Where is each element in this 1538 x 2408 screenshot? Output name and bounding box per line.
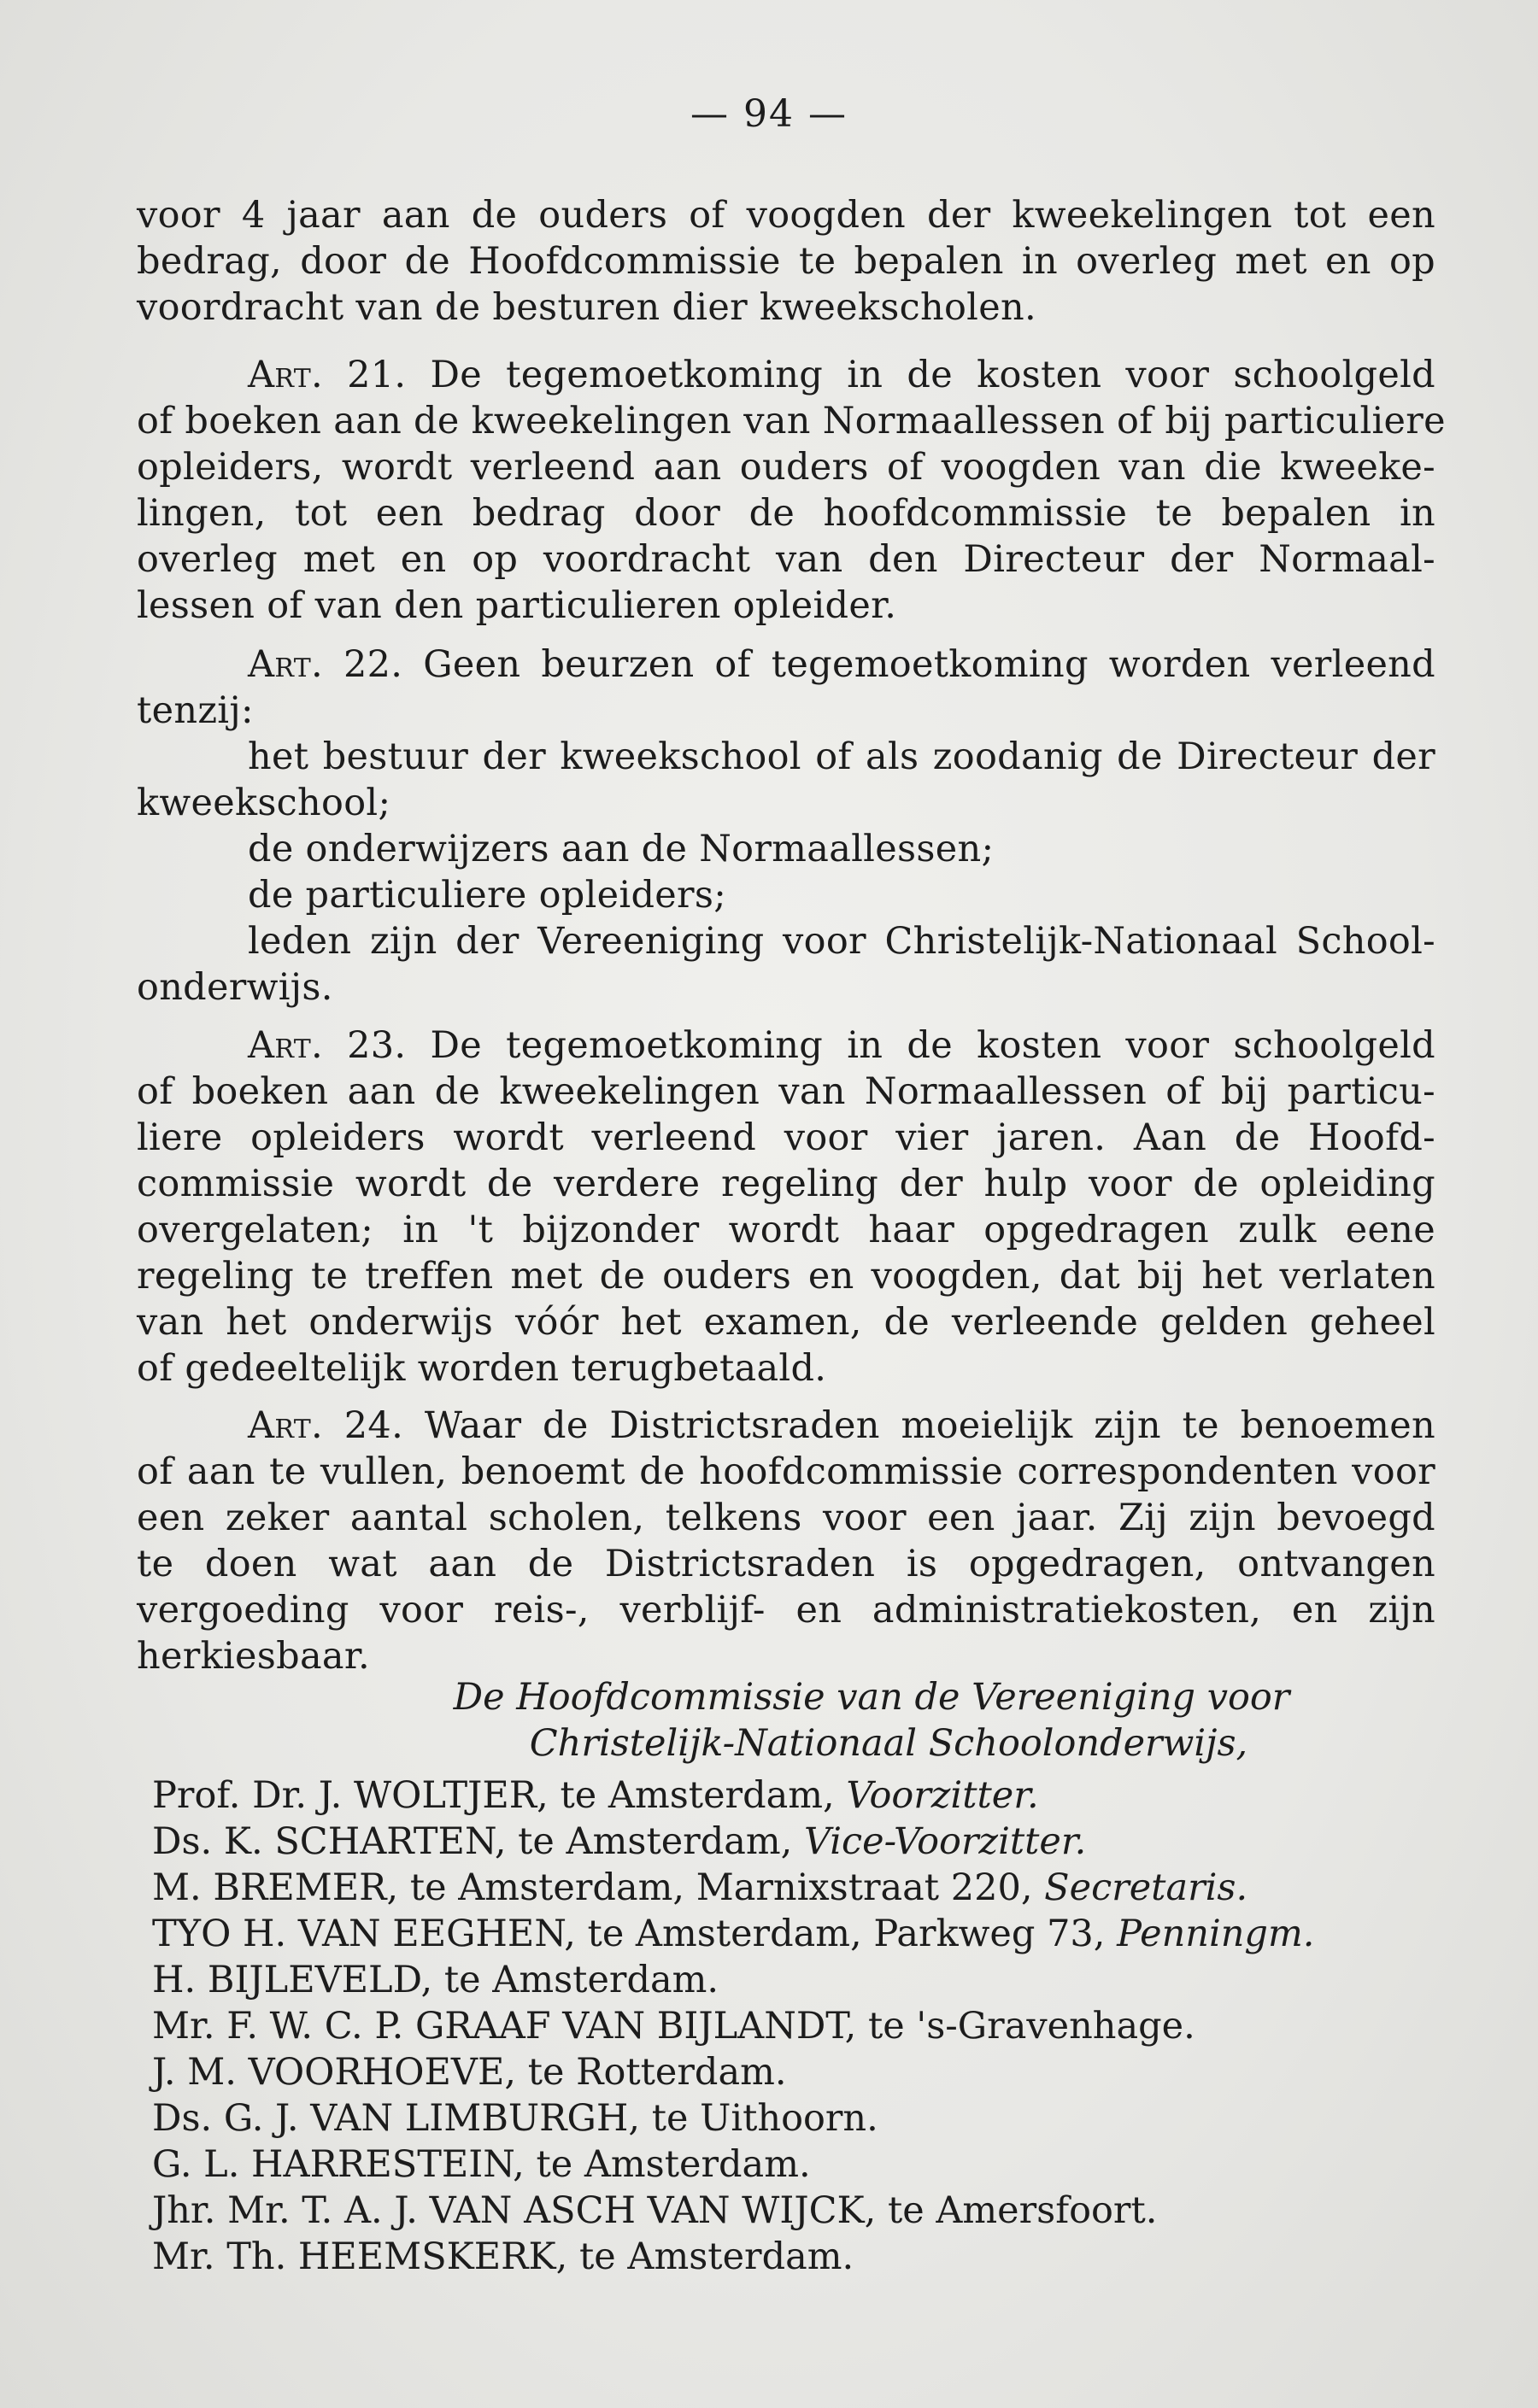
- paragraph-line: commissie wordt de verdere regeling der hulp voor de opleiding: [137, 1163, 1435, 1205]
- paragraph-line: leden zijn der Vereeniging voor Christelijk-Nationaal School-: [248, 920, 1435, 963]
- article-label: Art. 24.: [248, 1404, 404, 1447]
- paragraph-line: voordracht van de besturen dier kweekscholen.: [137, 286, 1036, 329]
- member-entry: [152, 2188, 1157, 2234]
- paragraph-line: bedrag, door de Hoofdcommissie te bepalen in overleg met en op: [137, 240, 1435, 283]
- paragraph-line: van het onderwijs vóór het examen, de verleende gelden geheel: [137, 1301, 1435, 1344]
- paragraph-line: lessen of van den particulieren opleider.: [137, 584, 897, 627]
- signature-line: De Hoofdcommissie van de Vereeniging voor: [453, 1676, 1290, 1719]
- member-entry: [152, 1957, 719, 2003]
- article-23-first-line: [248, 1023, 1435, 1068]
- member-entry: [152, 1772, 1039, 1819]
- article-24-first-line: [248, 1403, 1435, 1448]
- paragraph-line: Waar de Districtsraden moeielijk zijn te benoemen: [424, 1404, 1435, 1447]
- paragraph-line: overgelaten; in 't bijzonder wordt haar opgedragen zulk eene: [137, 1209, 1435, 1251]
- paragraph-line: de particuliere opleiders;: [248, 874, 727, 917]
- paragraph-line: of aan te vullen, benoemt de hoofdcommissie correspondenten voor: [137, 1450, 1435, 1493]
- paragraph-line: het bestuur der kweekschool of als zoodanig de Directeur der: [248, 735, 1435, 778]
- paragraph-line: lingen, tot een bedrag door de hoofdcommissie te bepalen in: [137, 492, 1435, 535]
- article-label: Art. 23.: [248, 1024, 407, 1067]
- member-name: Jhr. Mr. T. A. J. VAN ASCH VAN WIJCK, te Amersfoort.: [152, 2189, 1158, 2232]
- paragraph-line: liere opleiders wordt verleend voor vier jaren. Aan de Hoofd-: [137, 1116, 1435, 1159]
- paragraph-line: te doen wat aan de Districtsraden is opgedragen, ontvangen: [137, 1543, 1435, 1585]
- member-entry: [152, 1865, 1247, 1911]
- member-name: J. M. VOORHOEVE, te Rotterdam.: [152, 2051, 787, 2094]
- paragraph-line: vergoeding voor reis-, verblijf- en administratiekosten, en zijn: [137, 1589, 1435, 1632]
- paragraph-line: of gedeeltelijk worden terugbetaald.: [137, 1347, 827, 1390]
- paragraph-line: overleg met en op voordracht van den Directeur der Normaal-: [137, 538, 1435, 581]
- member-name: Mr. Th. HEEMSKERK, te Amsterdam.: [152, 2235, 854, 2278]
- member-role: Vice-Voorzitter.: [804, 1820, 1087, 1863]
- signature-line: Christelijk-Nationaal Schoolonderwijs,: [529, 1722, 1248, 1765]
- member-entry: [152, 2141, 811, 2188]
- paragraph-line: kweekschool;: [137, 782, 391, 824]
- paragraph-line: regeling te treffen met de ouders en voogden, dat bij het verlaten: [137, 1255, 1435, 1298]
- article-21-first-line: [248, 353, 1435, 397]
- member-entry: [152, 2095, 878, 2141]
- paragraph-line: opleiders, wordt verleend aan ouders of voogden van die kweeke-: [137, 446, 1435, 489]
- member-role: Penningm.: [1117, 1913, 1315, 1955]
- member-name: G. L. HARRESTEIN, te Amsterdam.: [152, 2143, 811, 2186]
- member-entry: [152, 2003, 1195, 2049]
- article-label: Art. 21.: [248, 354, 407, 396]
- member-name: TYO H. VAN EEGHEN, te Amsterdam, Parkweg 73,: [152, 1913, 1118, 1955]
- paragraph-line: de onderwijzers aan de Normaallessen;: [248, 828, 995, 870]
- member-role: Secretaris.: [1044, 1866, 1248, 1909]
- member-name: Ds. G. J. VAN LIMBURGH, te Uithoorn.: [152, 2097, 878, 2140]
- page-number: — 94 —: [690, 92, 848, 136]
- member-name: Ds. K. SCHARTEN, te Amsterdam,: [152, 1820, 804, 1863]
- member-name: H. BIJLEVELD, te Amsterdam.: [152, 1959, 719, 2001]
- member-entry: [152, 2049, 787, 2095]
- paragraph-line: tenzij:: [137, 689, 254, 732]
- paragraph-line: De tegemoetkoming in de kosten voor schoolgeld: [430, 1024, 1435, 1067]
- member-name: Prof. Dr. J. WOLTJER, te Amsterdam,: [152, 1774, 847, 1817]
- member-name: M. BREMER, te Amsterdam, Marnixstraat 220,: [152, 1866, 1045, 1909]
- paragraph-line: voor 4 jaar aan de ouders of voogden der kweekelingen tot een: [137, 194, 1435, 237]
- paragraph-line: De tegemoetkoming in de kosten voor schoolgeld: [430, 354, 1435, 396]
- paragraph-line: herkiesbaar.: [137, 1635, 370, 1678]
- member-role: Voorzitter.: [846, 1774, 1039, 1817]
- paragraph-line: of boeken aan de kweekelingen van Normaallessen of bij particu-: [137, 1070, 1435, 1113]
- paragraph-line: onderwijs.: [137, 966, 333, 1009]
- paragraph-line: Geen beurzen of tegemoetkoming worden verleend: [423, 643, 1436, 686]
- article-label: Art. 22.: [248, 643, 403, 686]
- member-entry: [152, 2234, 854, 2280]
- paragraph-line: een zeker aantal scholen, telkens voor een jaar. Zij zijn bevoegd: [137, 1497, 1435, 1539]
- paragraph-line: of boeken aan de kweekelingen van Normaallessen of bij particuliere: [137, 400, 1446, 442]
- member-entry: [152, 1911, 1314, 1957]
- member-entry: [152, 1819, 1086, 1865]
- article-22-first-line: [248, 642, 1435, 687]
- member-name: Mr. F. W. C. P. GRAAF VAN BIJLANDT, te 's-Gravenhage.: [152, 2005, 1195, 2048]
